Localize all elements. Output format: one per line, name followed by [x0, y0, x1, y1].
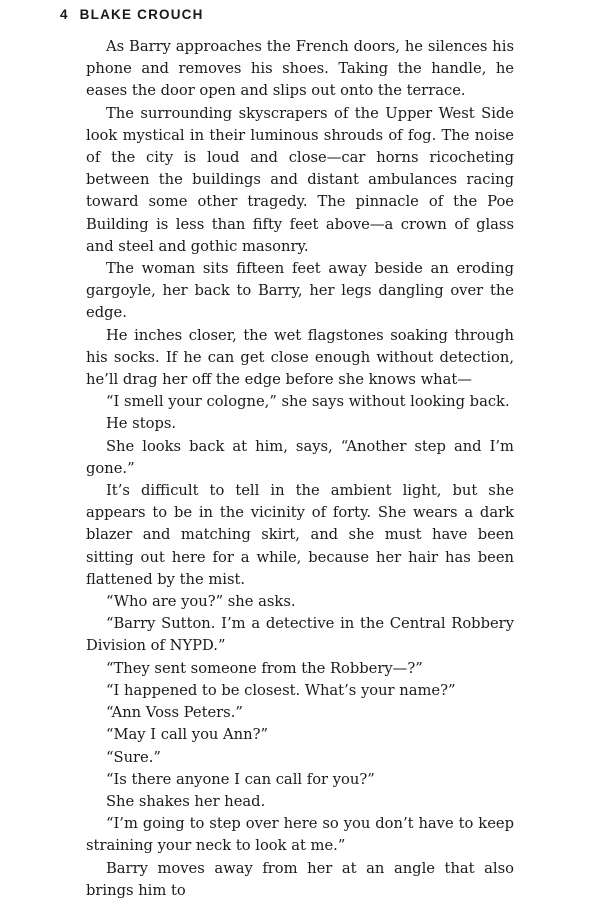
paragraph: The surrounding skyscrapers of the Upper West Side look mystical in their luminous shrouds of fog. The noise of the city is loud and close—car horns ricocheting between the buildings and distant ambulances racing toward some other tragedy. The pinnacle of the Poe Building is less than fifty feet above—a crown of glass and steel and gothic masonry. — [86, 104, 514, 255]
paragraph: “I’m going to step over here so you don’t have to keep straining your neck to look at me.” — [86, 815, 514, 855]
paragraph: It’s difficult to tell in the ambient light, but she appears to be in the vicinity of forty. She wears a dark blazer and matching skirt, and she must have been sitting out here for a while, because her hair has been flattened by the mist. — [86, 482, 514, 588]
paragraph: “Barry Sutton. I’m a detective in the Central Robbery Division of NYPD.” — [86, 615, 514, 655]
page-number: 4 — [60, 7, 69, 22]
body-text — [86, 36, 514, 902]
paragraph: As Barry approaches the French doors, he silences his phone and removes his shoes. Taking the handle, he eases the door open and slips out onto the terrace. — [86, 38, 514, 100]
paragraph: “I smell your cologne,” she says without looking back. — [106, 393, 510, 411]
paragraph: “Ann Voss Peters.” — [106, 704, 243, 722]
author-name: BLAKE CROUCH — [79, 7, 204, 22]
running-head — [60, 7, 204, 22]
paragraph: She shakes her head. — [106, 792, 266, 810]
paragraph: He inches closer, the wet flagstones soaking through his socks. If he can get close enough without detection, he’ll drag her off the edge before she knows what— — [86, 326, 514, 389]
paragraph: “They sent someone from the Robbery—?” — [106, 659, 423, 677]
paragraph: He stops. — [106, 415, 177, 433]
paragraph: Barry moves away from her at an angle that also brings him to — [86, 859, 514, 899]
paragraph: “I happened to be closest. What’s your name?” — [106, 681, 456, 699]
paragraph: The woman sits fifteen feet away beside an eroding gargoyle, her back to Barry, her legs dangling over the edge. — [86, 260, 514, 322]
paragraph: “May I call you Ann?” — [106, 726, 268, 744]
paragraph: “Sure.” — [106, 748, 161, 766]
paragraph: She looks back at him, says, “Another step and I’m gone.” — [86, 437, 514, 477]
paragraph: “Is there anyone I can call for you?” — [106, 770, 375, 788]
paragraph: “Who are you?” she asks. — [106, 593, 296, 611]
